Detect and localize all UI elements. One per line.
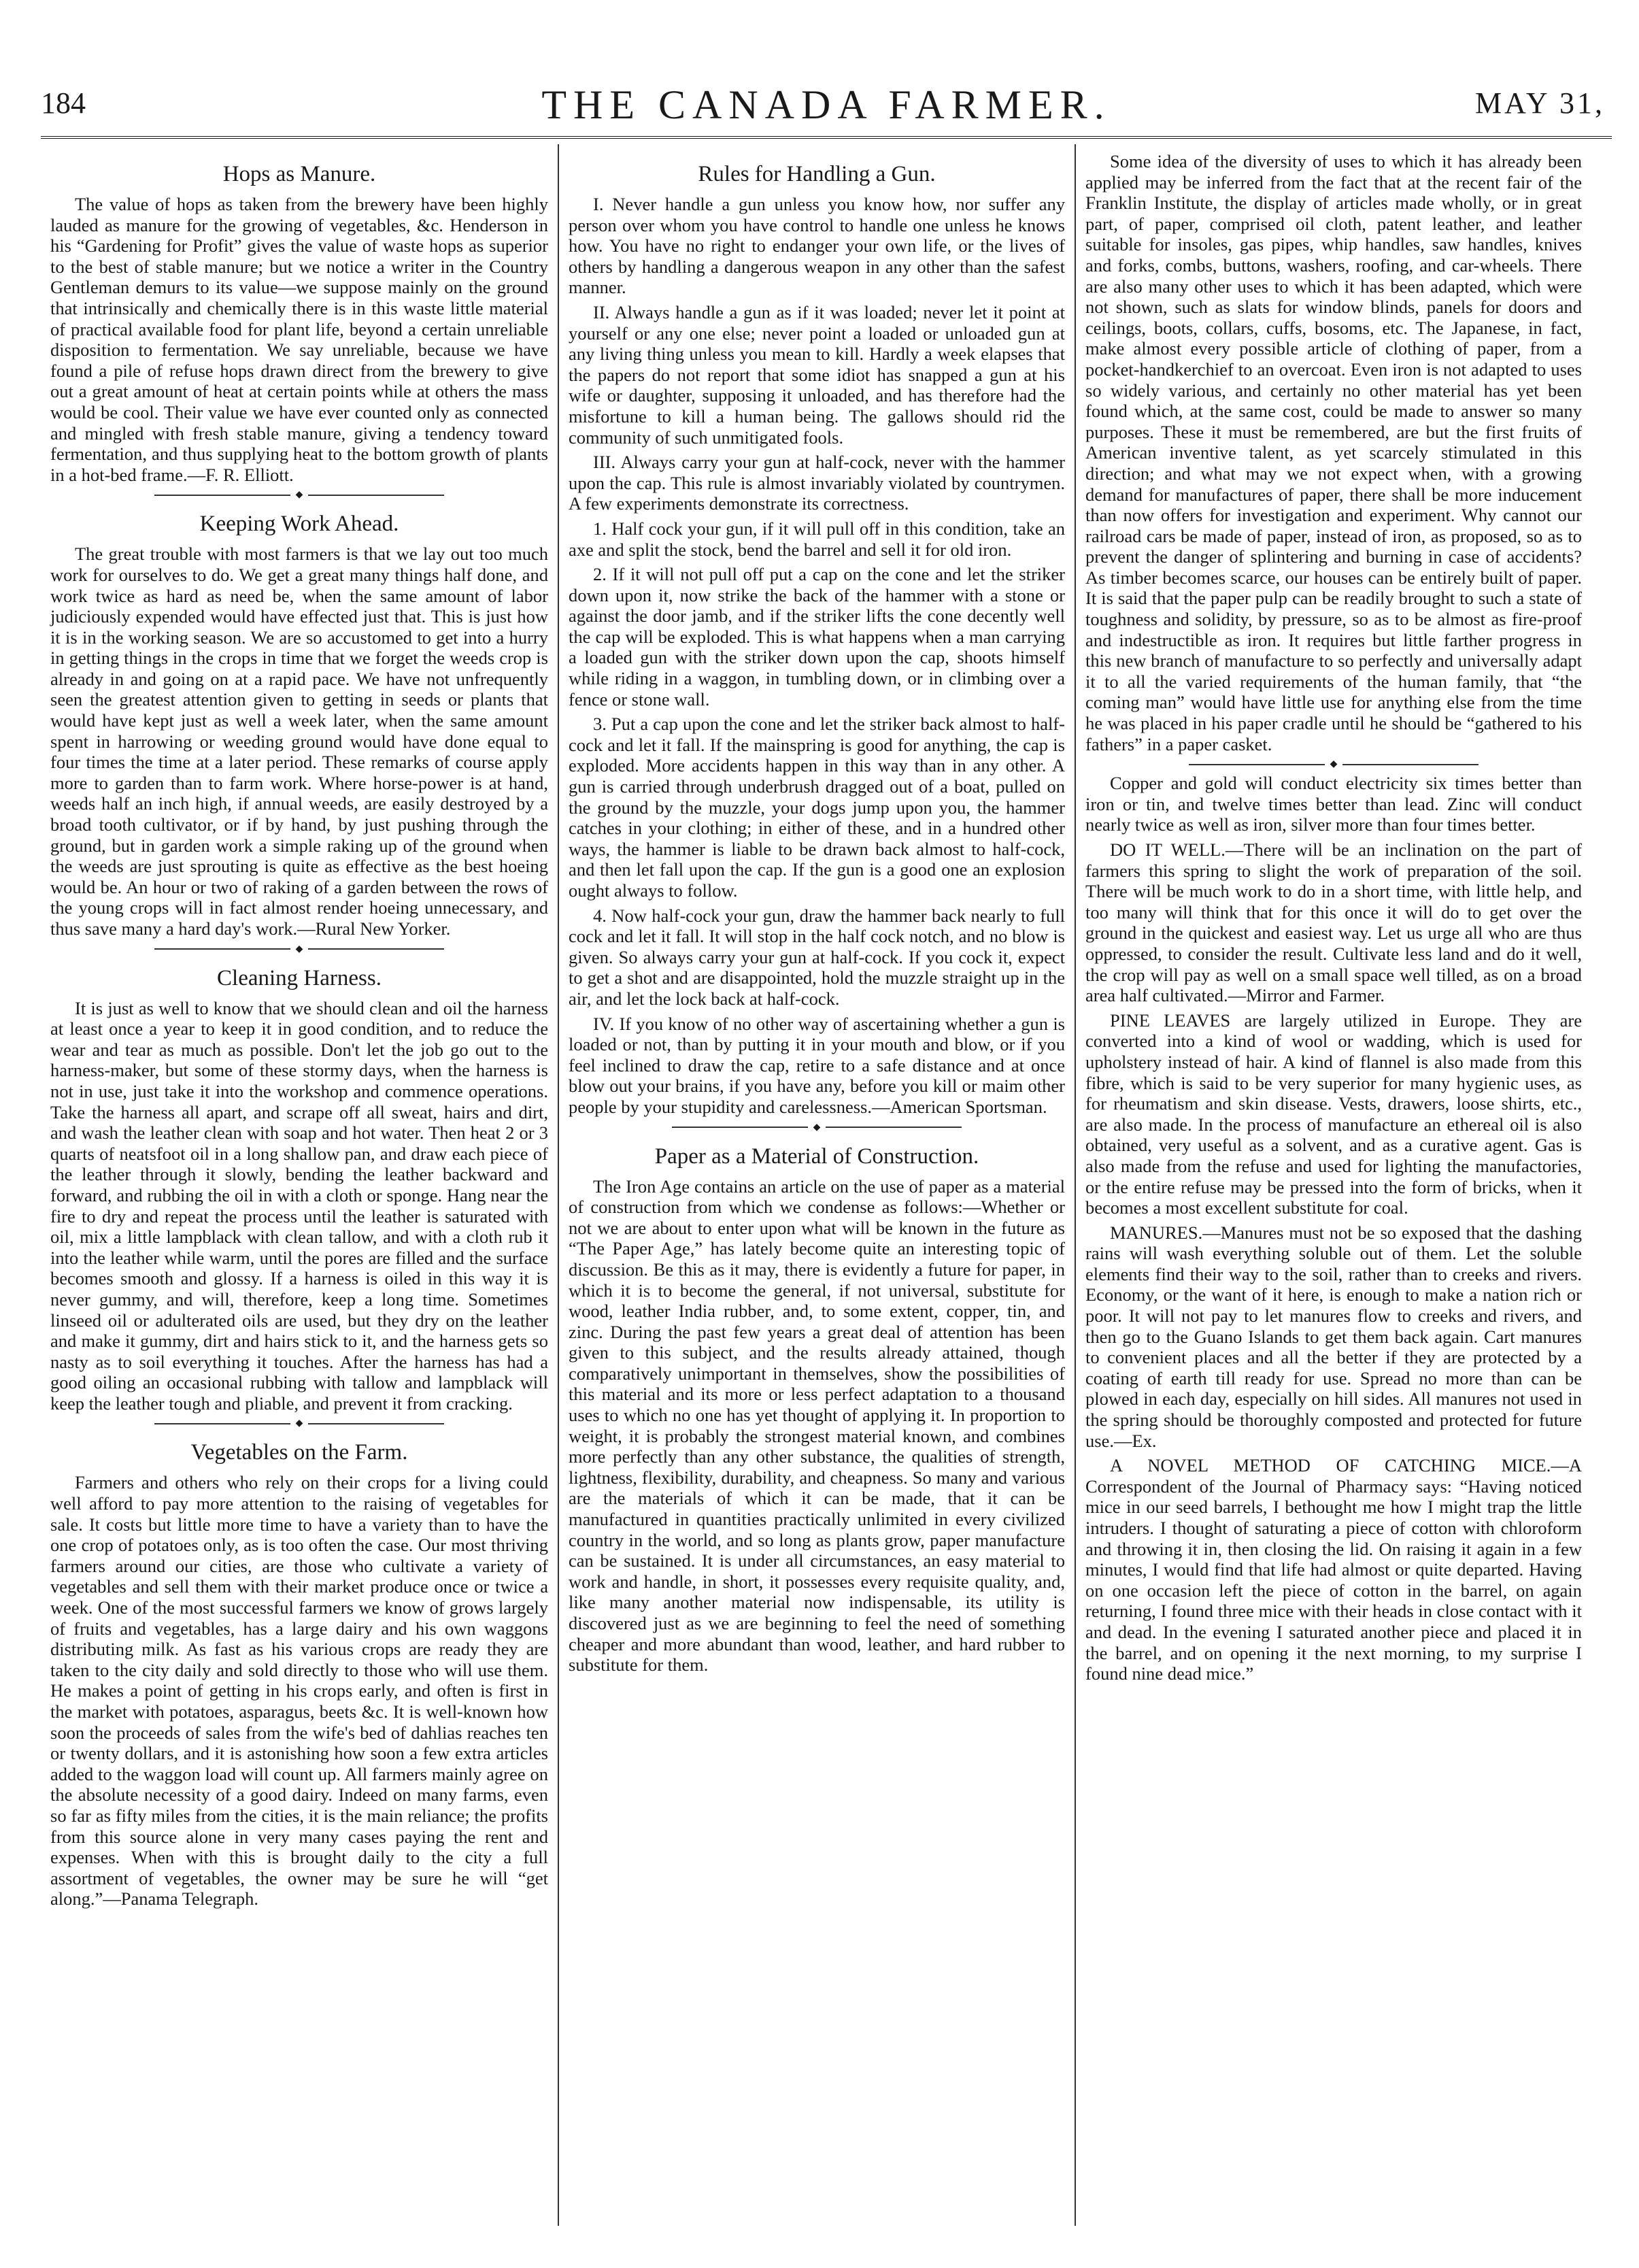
- page-number: 184: [41, 86, 86, 120]
- issue-date: MAY 31,: [1474, 86, 1605, 120]
- columns: [41, 144, 1612, 2226]
- paragraph: The Iron Age contains an article on the use of paper as a material of construction from which we condense as follows:—Whether or not we are about to enter upon what will be known in the future as “The Paper Age,” has lately become quite an interesting topic of discussion. Be this as it may, there is evidently a future for paper, in which it is to become the general, if not universal, substitute for wood, leather India rubber, and, to some extent, copper, tin, and zinc. During the past few years a great deal of attention has been given to this subject, and the results already attained, though comparatively unimportant in themselves, show the possibilities of this material and its more or less perfect adaptation to a thousand uses to which no one has yet thought of applying it. In proportion to weight, it is probably the strongest material known, and combines more perfectly than any other substance, the qualities of strength, lightness, flexibility, durability, and cheapness. So many and various are the materials of which it can be made, that it can be manufactured in quantities practically unlimited in every civilized country in the world, and so long as plants grow, paper manufacture can be sustained. It is under all circumstances, an easy material to work and handle, in short, it possesses every requisite quality, and, like many another material now indispensable, its utility is discovered just as we are beginning to feel the need of something cheaper and more abundant than wood, leather, and hard rubber to substitute for them.: [569, 1175, 1065, 1675]
- paragraph: 3. Put a cap upon the cone and let the striker back almost to half-cock and let it fall. If the mainspring is good for anything, the cap is exploded. More accidents happen in this way than in any other. A gun is carried through underbrush dragged out of a boat, pulled on the ground by the muzzle, your dogs jump upon you, the hammer catches in your clothing; in either of these, and in a hundred other ways, the hammer is liable to be drawn back almost to half-cock, and then let fall upon the cap. If the gun is a good one an explosion ought always to follow.: [569, 714, 1065, 901]
- paragraph: A NOVEL METHOD OF CATCHING MICE.—A Correspondent of the Journal of Pharmacy says: “Having noticed mice in our seed barrels, I bethought me how I might trap the little intruders. I thought of saturating a piece of cotton with chloroform and throwing it in, then closing the lid. On raising it again in a few minutes, I would find that life had almost or quite departed. Having on one occasion left the piece of cotton in the barrel, on again returning, I found three mice with their heads in close contact with it and dead. In the evening I saturated another piece and placed it in the barrel, and on opening it the next morning, to my surprise I found nine dead mice.”: [1085, 1455, 1582, 1684]
- paragraph: Some idea of the diversity of uses to which it has already been applied may be inferred from the fact that at the recent fair of the Franklin Institute, the display of articles made wholly, or in great part, of paper, comprised oil cloth, patent leather, and leather suitable for insoles, gas pipes, whip handles, saw handles, knives and forks, combs, buttons, washers, roofing, and car-wheels. There are also many other uses to which it has been adapted, which were not shown, such as slats for window blinds, panels for doors and ceilings, boots, collars, cuffs, bosoms, etc. The Japanese, in fact, make almost every possible article of clothing of paper, from a pocket-handkerchief to an overcoat. Even iron is not adapted to uses so widely various, and certainly no other material has yet been found which, at the same cost, could be made to answer so many purposes. These it must be remembered, are but the first fruits of American inventive talent, as yet scarcely stimulated in this direction; and what may we not expect when, with a growing demand for manufactures of paper, there shall be more inducement than now offers for investigation and experiment. Why cannot our railroad cars be made of paper, instead of iron, as proposed, so as to prevent the danger of splintering and burning in case of accidents? As timber becomes scarce, our houses can be entirely built of paper. It is said that the paper pulp can be readily brought to such a state of toughness and solidity, by pressure, so as to be almost as fire-proof and indestructible as iron. It requires but little farther progress in this new branch of manufacture to so perfectly and universally adapt it to all the varied requirements of the human family, that “the coming man” would have little use for anything else from the time he was placed in his paper cradle until he should be “gathered to his fathers” in a paper casket.: [1085, 151, 1582, 754]
- paragraph: II. Always handle a gun as if it was loaded; never let it point at yourself or any one else; never point a loaded or unloaded gun at any living thing unless you mean to kill. Hardly a week elapses that the papers do not report that some idiot has snapped a gun at his wife or daughter, supposing it unloaded, and has therefore had the misfortune to kill a human being. The gallows should rid the community of such unmitigated fools.: [569, 301, 1065, 448]
- column-3: [1075, 144, 1591, 2226]
- divider: ◆: [50, 944, 548, 955]
- paragraph: IV. If you know of no other way of ascertaining whether a gun is loaded or not, than by putting it in your mouth and blow, or if you feel inclined to draw the cap, retire to a safe distance and at once blow out your brains, if you have any, before you kill or maim other people by your stupidity and carelessness.—American Sportsman.: [569, 1013, 1065, 1117]
- paragraph: Copper and gold will conduct electricity six times better than iron or tin, and twelve times better than lead. Zinc will conduct nearly twice as well as iron, silver more than four times better.: [1085, 773, 1582, 835]
- paragraph: I. Never handle a gun unless you know how, nor suffer any person over whom you have control to handle one unless he knows how. You have no right to endanger your own life, or the lives of others by handling a dangerous weapon in any other than the safest manner.: [569, 194, 1065, 298]
- paragraph: 1. Half cock your gun, if it will pull off in this condition, take an axe and split the stock, bend the barrel and sell it for old iron.: [569, 518, 1065, 560]
- article-title-hops: Hops as Manure.: [222, 162, 376, 186]
- column-1: [41, 144, 558, 2226]
- divider: ◆: [569, 1122, 1065, 1133]
- paragraph: It is just as well to know that we should clean and oil the harness at least once a year to keep it in good condition, and to reduce the wear and tear as much as possible. Don't let the job go out to the harness-maker, but some of these stormy days, when the harness is not in use, just take it into the workshop and commence operations. Take the harness all apart, and scrape off all sweat, hairs and dirt, and wash the leather clean with soap and hot water. Then heat 2 or 3 quarts of neatsfoot oil in a long shallow pan, and draw each piece of the leather through it slowly, bending the leather backward and forward, and rubbing the oil in with a cloth or sponge. Hang near the fire to dry and repeat the process until the leather is saturated with oil, mix a little lampblack with clean tallow, and with a cloth rub it into the leather while warm, until the pores are filled and the surface becomes smooth and glossy. If a harness is oiled in this way it is never gummy, and will, therefore, keep a long time. Sometimes linseed oil or adulterated oils are used, but they dry on the leather and make it gummy, dirt and hairs stick to it, and the harness gets so nasty as to soil everything it touches. After the harness has had a good oiling an occasional rubbing with tallow and lampblack will keep the leather tough and pliable, and prevent it from cracking.: [50, 997, 548, 1414]
- paragraph: DO IT WELL.—There will be an inclination on the part of farmers this spring to slight the work of preparation of the soil. There will be much work to do in a short time, with little help, and too many will think that for this once it will do to get over the ground in the quickest and easiest way. Let us urge all who are thus oppressed, to consider the result. Cultivate less land and do it well, the crop will pay as well on a small space well tilled, as on a broad area half cultivated.—Mirror and Farmer.: [1085, 839, 1582, 1006]
- paragraph: MANURES.—Manures must not be so exposed that the dashing rains will wash everything soluble out of them. Let the soluble elements find their way to the soil, rather than to creeks and rivers. Economy, or the want of it here, is enough to make a nation rich or poor. It will not pay to let manures flow to creeks and rivers, and then go to the Guano Islands to get them back again. Cart manures to convenient places and all the better if they are protected by a coating of earth till ready for use. Spread no more than can be plowed in each day, especially on hill sides. All manures not used in the spring should be thoroughly composted and protected for future use.—Ex.: [1085, 1222, 1582, 1451]
- divider: ◆: [50, 1418, 548, 1429]
- article-title-keeping-work: Keeping Work Ahead.: [199, 512, 399, 537]
- article-title-paper: Paper as a Material of Construction.: [654, 1144, 979, 1169]
- paragraph: PINE LEAVES are largely utilized in Europe. They are converted into a kind of wool or wadding, which is used for upholstery instead of hair. A kind of flannel is also made from this fibre, which is said to be very superior for many hygienic uses, as for rheumatism and skin disease. Vests, drawers, loose shirts, etc., are also made. In the process of manufacture an ethereal oil is also obtained, very useful as a solvent, and as a curative agent. Gas is also made from the refuse and used for lighting the manufactories, or the entire refuse may be pressed into the form of bricks, when it becomes a most excellent substitute for coal.: [1085, 1010, 1582, 1218]
- column-2: [558, 144, 1075, 2226]
- article-title-gun: Rules for Handling a Gun.: [698, 162, 936, 186]
- paragraph: The value of hops as taken from the brewery have been highly lauded as manure for the growing of vegetables, &c. Henderson in his “Gardening for Profit” gives the value of waste hops as superior to the best of stable manure; but we notice a writer in the Country Gentleman demurs to its value—we suppose mainly on the ground that intrinsically and chemically there is in this waste little material of practical available food for plant life, beyond a certain unreliable disposition to fermentation. We say unreliable, because we have found a pile of refuse hops drawn direct from the brewery to give out a great amount of heat at certain points while at others the mass would be cool. Their value we have ever counted only as connected and mingled with fresh stable manure, giving a tendency toward fermentation, and thus supplying heat to the bottom growth of plants in a hot-bed frame.—F. R. Elliott.: [50, 194, 548, 485]
- paragraph: 2. If it will not pull off put a cap on the cone and let the striker down upon it, now strike the back of the hammer with a stone or against the door jamb, and if the striker lifts the cone decently well the cap will be exploded. This is what happens when a man carrying a loaded gun with the striker down upon the cap, shoots himself while riding in a waggon, in tumbling down, or in climbing over a fence or stone wall.: [569, 564, 1065, 710]
- divider: ◆: [1085, 758, 1582, 770]
- newspaper-title: THE CANADA FARMER.: [541, 82, 1111, 127]
- paragraph: 4. Now half-cock your gun, draw the hammer back nearly to full cock and let it fall. It will stop in the half cock notch, and no blow is given. So always carry your gun at half-cock. If you cock it, expect to get a shot and are disappointed, hold the muzzle straight up in the air, and let the lock back at half-cock.: [569, 905, 1065, 1009]
- masthead: [41, 82, 1612, 139]
- divider: ◆: [50, 489, 548, 501]
- paragraph: III. Always carry your gun at half-cock, never with the hammer upon the cap. This rule is almost invariably violated by countrymen. A few experiments demonstrate its correctness.: [569, 452, 1065, 514]
- paragraph: The great trouble with most farmers is that we lay out too much work for ourselves to do. We get a great many things half done, and work twice as hard as need be, when the same amount of labor judiciously expended would have effected just that. This is just how it is in the working season. We are so accustomed to get into a hurry in getting things in the crops in time that we forget the weeds crop is already in and going on at a rapid pace. We have not unfrequently seen the greatest attention given to getting in seeds or plants that would have kept just as well a week later, when the same amount spent in harrowing or weeding ground would have done equal to four times the time at a later period. These remarks of course apply more to garden than to farm work. Where horse-power is at hand, weeds half an inch high, if annual weeds, are easily destroyed by a broad tooth cultivator, or if by hand, by just pushing through the ground, but in garden work a simple raking up of the ground when the weeds are just sprouting is quite as effective as the best hoeing would be. An hour or two of raking of a garden between the rows of the young crops will in fact almost render hoeing unnecessary, and thus save many a hard day's work.—Rural New Yorker.: [50, 544, 548, 939]
- article-title-cleaning-harness: Cleaning Harness.: [217, 965, 382, 990]
- paragraph: Farmers and others who rely on their crops for a living could well afford to pay more attention to the raising of vegetables for sale. It costs but little more time to have a variety than to have the one crop of potatoes only, as is too often the case. Our most thriving farmers around our cities, are those who cultivate a variety of vegetables and sell them with their market produce once or twice a week. One of the most successful farmers we know of grows largely of fruits and vegetables, has a large dairy and his own waggons distributing milk. As fast as his various crops are ready they are taken to the city daily and sold directly to those who will use them. He makes a point of getting in his crops early, and often is first in the market with potatoes, asparagus, beets &c. It is well-known how soon the proceeds of sales from the wife's bed of dahlias reaches ten or twenty dollars, and it is astonishing how soon a few extra articles added to the waggon load will count up. All farmers mainly agree on the absolute necessity of a good dairy. Indeed on many farms, even so far as fifty miles from the cities, it is the main reliance; the profits from this source alone in very many cases paying the rent and expenses. When with this is brought daily to the city a full assortment of vegetables, the owner may be sure he will “get along.”—Panama Telegraph.: [50, 1472, 548, 1910]
- article-title-vegetables: Vegetables on the Farm.: [190, 1440, 408, 1465]
